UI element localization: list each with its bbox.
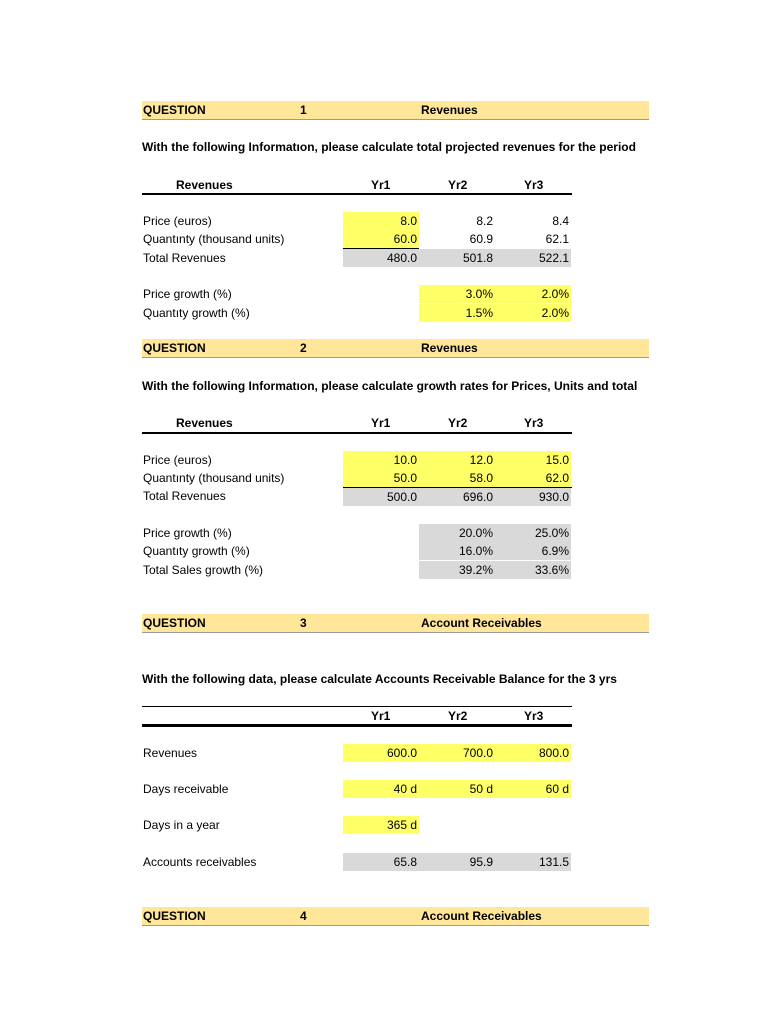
row-label-total: Total Revenues	[143, 251, 226, 265]
header-yr3: Yr3	[524, 709, 544, 723]
header-underline	[142, 193, 572, 195]
header-underline	[142, 432, 572, 434]
question-number: 3	[300, 616, 307, 630]
cell-price-yr2[interactable]: 8.2	[476, 214, 493, 228]
question-2-bar	[142, 339, 649, 358]
header-yr2: Yr2	[448, 416, 468, 430]
cell-total-yr1[interactable]: 480.0	[343, 249, 419, 267]
question-label: QUESTION	[143, 103, 206, 117]
row-label-days-in-year: Days in a year	[143, 818, 220, 832]
cell-revenues-yr3[interactable]: 800.0	[495, 744, 571, 762]
cell-price-yr3[interactable]: 15.0	[495, 451, 571, 469]
question-4-bar	[142, 907, 649, 926]
question-number: 2	[300, 341, 307, 355]
cell-days-receivable-yr1[interactable]: 40 d	[343, 780, 419, 798]
header-yr1: Yr1	[371, 416, 391, 430]
cell-total-growth-yr2[interactable]: 39.2%	[419, 561, 495, 579]
cell-price-yr3[interactable]: 8.4	[552, 214, 569, 228]
cell-quantity-yr2[interactable]: 60.9	[469, 232, 493, 246]
cell-total-yr2[interactable]: 501.8	[419, 249, 495, 267]
cell-quantity-yr3[interactable]: 62.1	[545, 232, 569, 246]
cell-days-in-year-yr1[interactable]: 365 d	[343, 816, 419, 834]
row-label-price-growth: Price growth (%)	[143, 526, 232, 540]
cell-quantity-yr3[interactable]: 62.0	[495, 469, 571, 487]
row-label-price: Price (euros)	[143, 214, 212, 228]
question-1-intro: With the following Informatıon, please calculate total projected revenues for the period	[142, 140, 636, 154]
question-topic: Account Receivables	[421, 616, 542, 630]
cell-price-growth-yr2[interactable]: 20.0%	[419, 524, 495, 542]
cell-total-growth-yr3[interactable]: 33.6%	[495, 561, 571, 579]
question-3-bar	[142, 614, 649, 633]
question-number: 1	[300, 103, 307, 117]
row-label-revenues: Revenues	[143, 746, 198, 760]
question-label: QUESTION	[143, 616, 206, 630]
cell-price-yr2[interactable]: 12.0	[419, 451, 495, 469]
row-label-quantity: Quantınty (thousand units)	[143, 232, 285, 246]
question-2-intro: With the following Informatıon, please calculate growth rates for Prices, Units and total	[142, 379, 638, 393]
cell-quantity-growth-yr2[interactable]: 1.5%	[419, 304, 495, 322]
header-yr2: Yr2	[448, 178, 468, 192]
row-label-quantity-growth: Quantıty growth (%)	[143, 306, 250, 320]
cell-quantity-growth-yr3[interactable]: 2.0%	[495, 304, 571, 322]
question-number: 4	[300, 909, 307, 923]
header-yr3: Yr3	[524, 416, 544, 430]
cell-price-yr1[interactable]: 10.0	[343, 451, 419, 469]
cell-quantity-growth-yr2[interactable]: 16.0%	[419, 542, 495, 560]
header-yr2: Yr2	[448, 709, 468, 723]
cell-revenues-yr1[interactable]: 600.0	[343, 744, 419, 762]
cell-total-yr3[interactable]: 522.1	[495, 249, 571, 267]
header-yr1: Yr1	[371, 709, 391, 723]
header-underline	[142, 724, 572, 727]
cell-days-receivable-yr3[interactable]: 60 d	[495, 780, 571, 798]
cell-total-yr1[interactable]: 500.0	[343, 488, 419, 506]
cell-quantity-growth-yr3[interactable]: 6.9%	[495, 542, 571, 560]
cell-quantity-yr1[interactable]: 50.0	[343, 469, 419, 487]
row-label-accounts-receivables: Accounts receivables	[143, 855, 257, 869]
row-label-total: Total Revenues	[143, 489, 226, 503]
row-label-quantity-growth: Quantıty growth (%)	[143, 544, 250, 558]
row-label-quantity: Quantınty (thousand units)	[143, 471, 285, 485]
question-topic: Account Receivables	[421, 909, 542, 923]
header-yr3: Yr3	[524, 178, 544, 192]
cell-quantity-yr2[interactable]: 58.0	[419, 469, 495, 487]
cell-accounts-receivables-yr3[interactable]: 131.5	[495, 853, 571, 871]
question-label: QUESTION	[143, 341, 206, 355]
row-label-price-growth: Price growth (%)	[143, 287, 232, 301]
header-yr1: Yr1	[371, 178, 391, 192]
question-label: QUESTION	[143, 909, 206, 923]
cell-accounts-receivables-yr2[interactable]: 95.9	[419, 853, 495, 871]
question-topic: Revenues	[421, 103, 478, 117]
question-3-intro: With the following data, please calculate Accounts Receivable Balance for the 3 yrs	[142, 672, 617, 686]
cell-price-growth-yr2[interactable]: 3.0%	[419, 285, 495, 303]
question-topic: Revenues	[421, 341, 478, 355]
cell-quantity-yr1[interactable]: 60.0	[343, 230, 419, 248]
table-top-rule	[142, 706, 572, 707]
cell-accounts-receivables-yr1[interactable]: 65.8	[343, 853, 419, 871]
cell-days-receivable-yr2[interactable]: 50 d	[419, 780, 495, 798]
question-1-bar	[142, 101, 649, 120]
cell-price-growth-yr3[interactable]: 2.0%	[495, 285, 571, 303]
cell-revenues-yr2[interactable]: 700.0	[419, 744, 495, 762]
cell-total-yr3[interactable]: 930.0	[495, 488, 571, 506]
row-label-price: Price (euros)	[143, 453, 212, 467]
cell-price-growth-yr3[interactable]: 25.0%	[495, 524, 571, 542]
table-header-label: Revenues	[176, 416, 233, 430]
row-label-days-receivable: Days receivable	[143, 782, 229, 796]
table-header-label: Revenues	[176, 178, 233, 192]
cell-price-yr1[interactable]: 8.0	[343, 212, 419, 230]
row-label-total-growth: Total Sales growth (%)	[143, 563, 264, 577]
cell-total-yr2[interactable]: 696.0	[419, 488, 495, 506]
